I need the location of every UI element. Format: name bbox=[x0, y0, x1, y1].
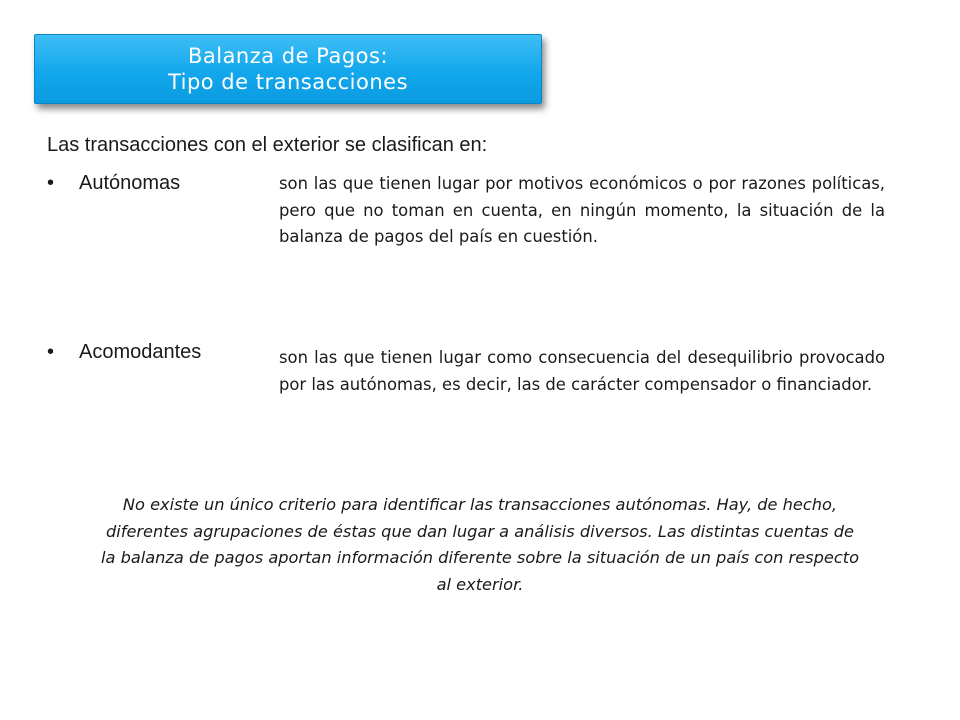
description-acomodantes: son las que tienen lugar como consecuencia del desequilibrio provocado por las autónomas, es decir, las de carácter compensador o financiador. bbox=[279, 348, 885, 394]
footnote-text: No existe un único criterio para identificar las transacciones autónomas. Hay, de hecho, diferentes agrupaciones de éstas que dan lugar a análisis diversos. Las distintas cuentas de la balanza de pagos aportan información diferente sobre la situación de un país con respecto al exterior. bbox=[101, 495, 859, 594]
intro-text: Las transacciones con el exterior se clasifican en: bbox=[47, 134, 488, 156]
description-autonomas: son las que tienen lugar por motivos económicos o por razones políticas, pero que no toman en cuenta, en ningún momento, la situación de la balanza de pagos del país en cuestión. bbox=[279, 174, 885, 246]
title-line-1: Balanza de Pagos: bbox=[187, 44, 389, 68]
bullet-icon: • bbox=[47, 341, 55, 363]
title-box bbox=[34, 34, 542, 104]
bullet-label: Acomodantes bbox=[79, 341, 202, 363]
bullet-item-autonomas bbox=[47, 171, 180, 195]
title-line-2: Tipo de transacciones bbox=[167, 70, 409, 94]
bullet-icon: • bbox=[47, 172, 55, 194]
bullet-label: Autónomas bbox=[79, 172, 181, 194]
bullet-item-acomodantes bbox=[47, 340, 201, 364]
